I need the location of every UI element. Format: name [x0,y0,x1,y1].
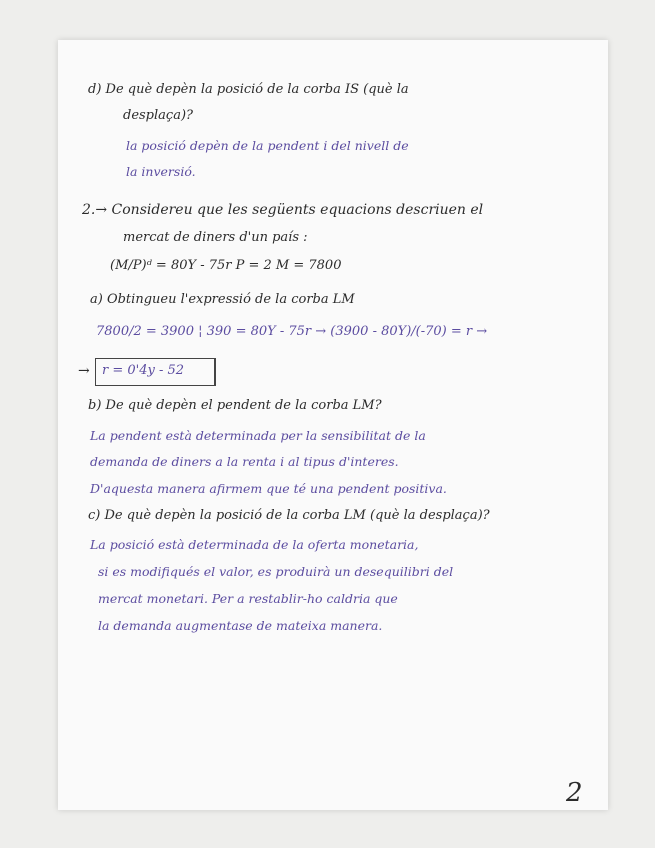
answer-b-line3: D'aquesta manera afirmem que té una pendent positiva. [90,481,447,496]
scanned-page [58,40,608,810]
problem-2-line2: mercat de diners d'un país : [123,230,308,245]
answer-c-line4: la demanda augmentase de mateixa manera. [98,618,383,633]
question-b: b) De què depèn el pendent de la corba LM? [88,398,382,413]
answer-c-line1: La posició està determinada de la oferta monetaria, [90,537,419,552]
answer-b-line2: demanda de diners a la renta i al tipus d'interes. [90,454,399,469]
page-number: 2 [566,778,583,808]
answer-d-line1: la posició depèn de la pendent i del nivell de [126,138,409,153]
question-a: a) Obtingueu l'expressió de la corba LM [90,292,355,307]
problem-2-equation: (M/P)ᵈ = 80Y - 75r P = 2 M = 7800 [110,258,342,273]
answer-d-line2: la inversió. [126,164,196,179]
question-c: c) De què depèn la posició de la corba LM (què la desplaça)? [88,508,490,523]
answer-c-line2: si es modifiqués el valor, es produirà un desequilibri del [98,564,454,579]
arrow-icon: → [78,363,90,379]
question-d-line2: desplaça)? [123,108,193,123]
answer-a-work: 7800/2 = 3900 ¦ 390 = 80Y - 75r → (3900 - 80Y)/(-70) = r → [96,324,488,339]
answer-b-line1: La pendent està determinada per la sensibilitat de la [90,428,426,443]
problem-2-line1: 2.→ Considereu que les següents equacions descriuen el [82,202,484,218]
question-d-line1: d) De què depèn la posició de la corba IS (què la [88,82,409,97]
answer-a-result: r = 0'4y - 52 [102,363,185,378]
answer-c-line3: mercat monetari. Per a restablir-ho caldria que [98,591,398,606]
